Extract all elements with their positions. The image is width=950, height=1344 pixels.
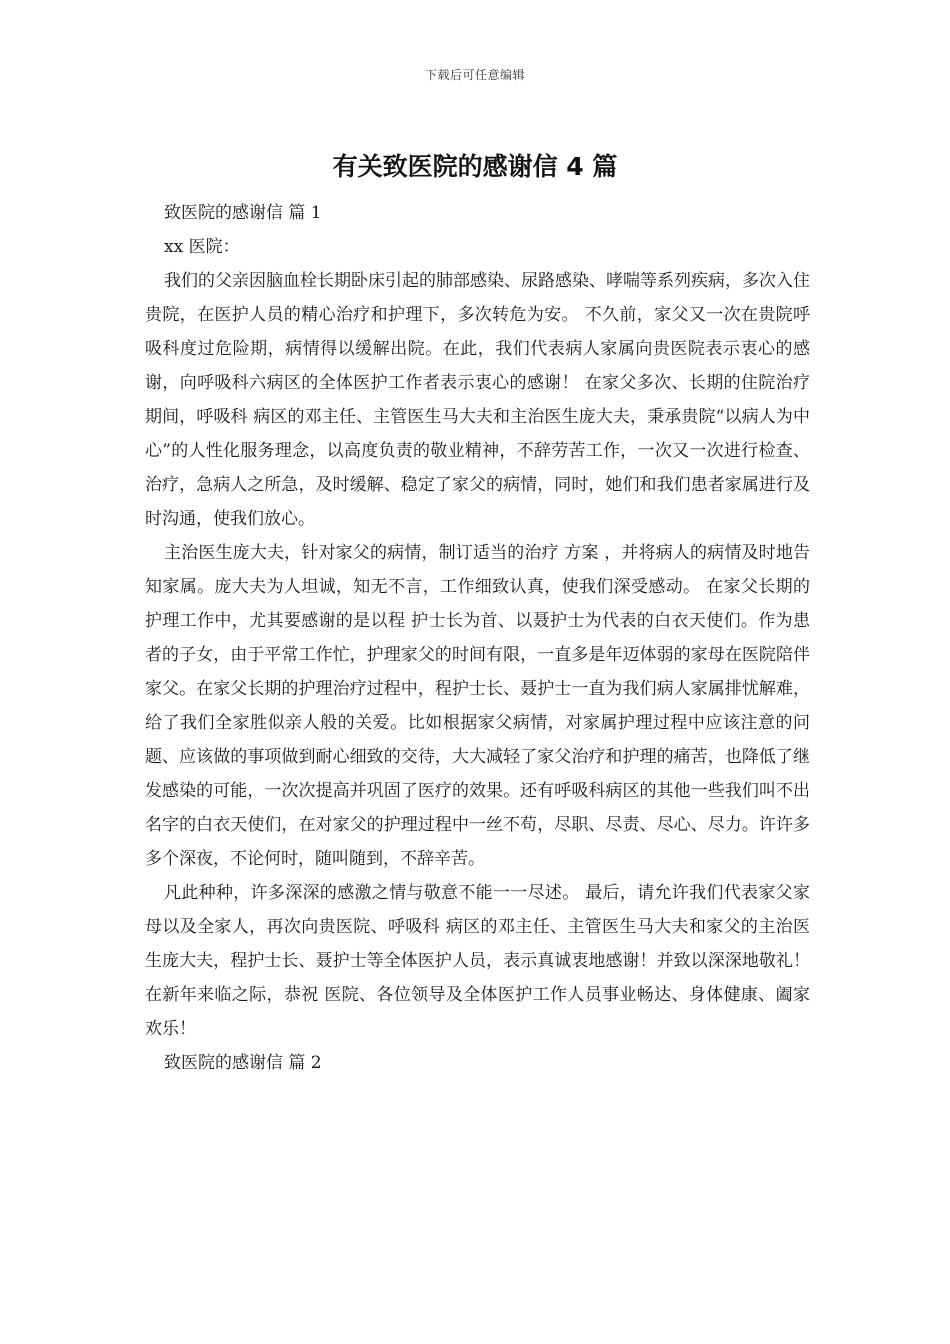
document-body: [145, 196, 810, 1080]
document-title: 有关致医院的感谢信 4 篇: [332, 152, 618, 181]
header-note: 下载后可任意编辑: [424, 68, 525, 82]
salutation: xx 医院：: [164, 237, 240, 257]
paragraph-1: 我们的父亲因脑血栓长期卧床引起的肺部感染、尿路感染、哮喘等系列疾病，多次入住贵院，在医护人员的精心治疗和护理下，多次转危为安。 不久前，家父又一次在贵院呼吸科度过危险期，病情得以缓解出院。在此，我们代表病人家属向贵医院表示衷心的感谢，向呼吸科六病区的全体医护工作者表示衷心的感谢！ 在家父多次、长期的住院治疗期间，呼吸科 病区的邓主任、主管医生马大夫和主治医生庞大夫，秉承贵院“以病人为中心”的人性化服务理念，以高度负责的敬业精神，不辞劳苦工作，一次又一次进行检查、治疗，急病人之所急，及时缓解、稳定了家父的病情，同时，她们和我们患者家属进行及时沟通，使我们放心。: [145, 271, 810, 529]
paragraph-2: 主治医生庞大夫，针对家父的病情，制订适当的治疗 方案 ，并将病人的病情及时地告知家属。庞大夫为人坦诚，知无不言，工作细致认真，使我们深受感动。 在家父长期的护理工作中，尤其要感谢的是以程 护士长为首、以聂护士为代表的白衣天使们。作为患者的子女，由于平常工作忙，护理家父的时间有限，一直多是年迈体弱的家母在医院陪伴家父。在家父长期的护理治疗过程中，程护士长、聂护士一直为我们病人家属排忧解难，给了我们全家胜似亲人般的关爱。比如根据家父病情，对家属护理过程中应该注意的问题、应该做的事项做到耐心细致的交待，大大减轻了家父治疗和护理的痛苦，也降低了继发感染的可能，一次次提高并巩固了医疗的效果。还有呼吸科病区的其他一些我们叫不出名字的白衣天使们，在对家父的护理过程中一丝不苟，尽职、尽责、尽心、尽力。许许多多个深夜，不论何时，随叫随到，不辞辛苦。: [145, 543, 810, 869]
letter-1-heading: 致医院的感谢信 篇 1: [164, 203, 322, 223]
paragraph-3: 凡此种种，许多深深的感激之情与敬意不能一一尽述。 最后，请允许我们代表家父家母以及全家人，再次向贵医院、呼吸科 病区的邓主任、主管医生马大夫和家父的主治医生庞大夫，程护士长、聂护士等全体医护人员，表示真诚衷地感谢！并致以深深地敬礼！ 在新年来临之际，恭祝 医院、各位领导及全体医护工作人员事业畅达、身体健康、阖家欢乐！: [145, 883, 810, 1039]
letter-2-heading: 致医院的感谢信 篇 2: [164, 1053, 322, 1073]
